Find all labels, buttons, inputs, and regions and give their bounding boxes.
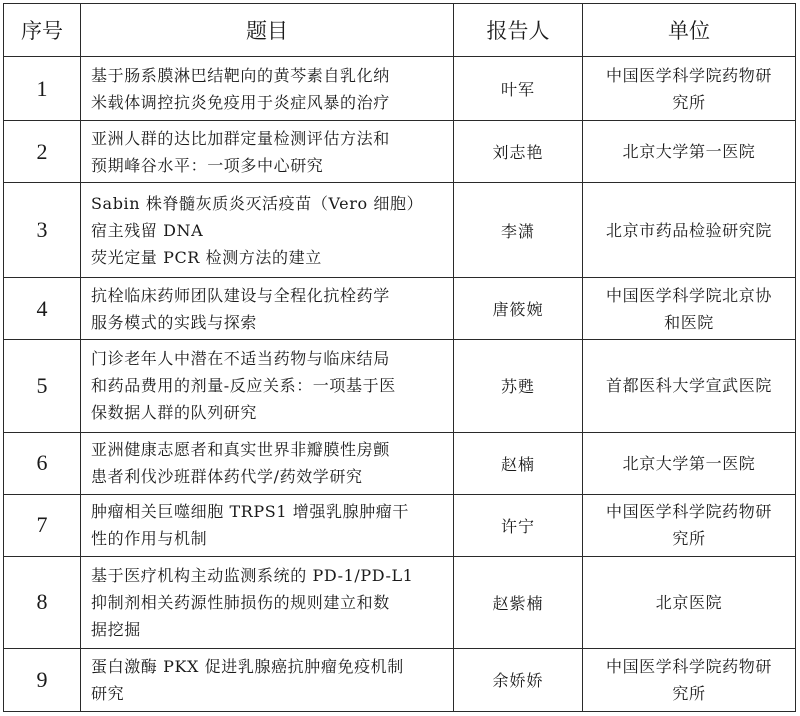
unit-line: 和医院 — [664, 312, 714, 332]
row-unit — [583, 432, 796, 494]
row-title — [81, 648, 454, 711]
table-row — [4, 278, 796, 340]
row-reporter: 叶军 — [454, 57, 583, 121]
title-line: 患者利伐沙班群体药代学/药效学研究 — [91, 467, 363, 487]
unit-line: 北京医院 — [655, 592, 723, 612]
title-line: 服务模式的实践与探索 — [91, 312, 258, 332]
unit-line: 中国医学科学院药物研 — [605, 502, 772, 522]
table-row — [4, 432, 796, 494]
row-title — [81, 556, 454, 648]
row-number: 5 — [4, 340, 81, 432]
row-title — [81, 183, 454, 278]
row-title — [81, 432, 454, 494]
row-number: 4 — [4, 278, 81, 340]
title-line: 和药品费用的剂量-反应关系：一项基于医 — [91, 376, 396, 396]
unit-line: 中国医学科学院北京协 — [605, 285, 772, 305]
row-number: 9 — [4, 648, 81, 711]
row-title — [81, 121, 454, 183]
title-line: 基于医疗机构主动监测系统的 PD-1/PD-L1 — [91, 565, 414, 585]
title-line: Sabin 株脊髓灰质炎灭活疫苗（Vero 细胞） — [91, 193, 424, 213]
row-title — [81, 278, 454, 340]
unit-line: 究所 — [672, 683, 706, 703]
row-number: 3 — [4, 183, 81, 278]
title-line: 基于肠系膜淋巴结靶向的黄芩素自乳化纳 — [91, 65, 390, 85]
row-unit — [583, 556, 796, 648]
row-unit — [583, 121, 796, 183]
table-row — [4, 648, 796, 711]
row-number: 7 — [4, 494, 81, 556]
unit-line: 北京大学第一医院 — [622, 453, 756, 473]
title-line: 预期峰谷水平：一项多中心研究 — [91, 155, 324, 175]
unit-line: 首都医科大学宣武医院 — [605, 376, 772, 396]
row-unit — [583, 340, 796, 432]
row-reporter: 刘志艳 — [454, 121, 583, 183]
row-number: 6 — [4, 432, 81, 494]
row-number: 2 — [4, 121, 81, 183]
title-line: 性的作用与机制 — [91, 529, 208, 549]
row-number: 8 — [4, 556, 81, 648]
row-unit — [583, 278, 796, 340]
row-reporter: 苏甦 — [454, 340, 583, 432]
title-line: 蛋白激酶 PKX 促进乳腺癌抗肿瘤免疫机制 — [91, 656, 404, 676]
row-unit — [583, 57, 796, 121]
row-reporter: 唐筱婉 — [454, 278, 583, 340]
title-line: 门诊老年人中潜在不适当药物与临床结局 — [91, 349, 390, 369]
title-line: 亚洲人群的达比加群定量检测评估方法和 — [91, 128, 390, 148]
unit-line: 北京市药品检验研究院 — [605, 220, 772, 240]
row-title — [81, 494, 454, 556]
unit-line: 究所 — [672, 529, 706, 549]
title-line: 荧光定量 PCR 检测方法的建立 — [91, 247, 322, 267]
title-line: 宿主残留 DNA — [91, 220, 204, 240]
row-reporter: 李潇 — [454, 183, 583, 278]
unit-line: 究所 — [672, 92, 706, 112]
title-line: 据挖掘 — [91, 619, 141, 639]
row-unit — [583, 648, 796, 711]
row-reporter: 赵紫楠 — [454, 556, 583, 648]
row-title — [81, 57, 454, 121]
unit-line: 中国医学科学院药物研 — [605, 656, 772, 676]
title-line: 米载体调控抗炎免疫用于炎症风暴的治疗 — [91, 92, 390, 112]
table-row — [4, 494, 796, 556]
title-line: 抑制剂相关药源性肺损伤的规则建立和数 — [91, 592, 390, 612]
title-line: 保数据人群的队列研究 — [91, 403, 258, 423]
table-row — [4, 57, 796, 121]
title-line: 亚洲健康志愿者和真实世界非瓣膜性房颤 — [91, 440, 390, 460]
unit-line: 中国医学科学院药物研 — [605, 65, 772, 85]
row-number: 1 — [4, 57, 81, 121]
table-body — [4, 57, 796, 712]
table-row — [4, 121, 796, 183]
table-row — [4, 183, 796, 278]
title-line: 肿瘤相关巨噬细胞 TRPS1 增强乳腺肿瘤干 — [91, 502, 409, 522]
row-unit — [583, 183, 796, 278]
row-unit — [583, 494, 796, 556]
title-line: 研究 — [91, 683, 125, 703]
header-title: 题目 — [81, 4, 454, 57]
title-line: 抗栓临床药师团队建设与全程化抗栓药学 — [91, 285, 390, 305]
table-header-row — [4, 4, 796, 57]
report-table — [3, 3, 796, 712]
row-reporter: 赵楠 — [454, 432, 583, 494]
header-no: 序号 — [4, 4, 81, 57]
header-unit: 单位 — [583, 4, 796, 57]
row-title — [81, 340, 454, 432]
unit-line: 北京大学第一医院 — [622, 142, 756, 162]
table-row — [4, 556, 796, 648]
row-reporter: 许宁 — [454, 494, 583, 556]
table-row — [4, 340, 796, 432]
row-reporter: 余娇娇 — [454, 648, 583, 711]
header-reporter: 报告人 — [454, 4, 583, 57]
